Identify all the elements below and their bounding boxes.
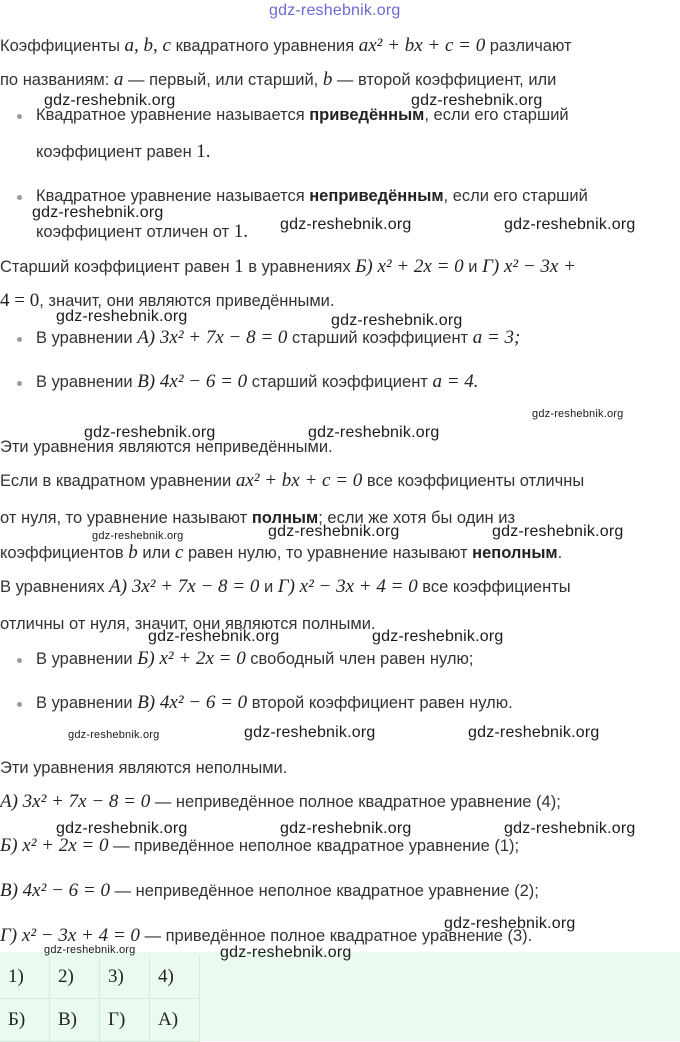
intro-line-2: по названиям: a — первый, или старший, b — второй коэффициент, или	[0, 69, 557, 90]
bullet-dot	[17, 114, 22, 119]
answer-cell: Г)	[100, 999, 150, 1042]
watermark: gdz-reshebnik.org	[468, 724, 600, 741]
watermark: gdz-reshebnik.org	[308, 424, 440, 441]
reduced-equations-line-1: Старший коэффициент равен 1 в уравнениях Б) x² + 2x = 0 и Г) x² − 3x +	[0, 256, 576, 277]
leading-coeff-a-line: В уравнении А) 3x² + 7x − 8 = 0 старший коэффициент a = 3;	[36, 327, 521, 348]
answer-cell: 3)	[100, 956, 150, 999]
definition-reduced-line-2: коэффициент равен 1.	[36, 141, 211, 162]
watermark: gdz-reshebnik.org	[504, 820, 636, 837]
watermark: gdz-reshebnik.org	[504, 216, 636, 233]
bullet-dot	[17, 381, 22, 386]
summary-line-g: Г) x² − 3x + 4 = 0 — приведённое полное квадратное уравнение (3).	[0, 925, 533, 946]
summary-line-b: Б) x² + 2x = 0 — приведённое неполное квадратное уравнение (1);	[0, 835, 520, 856]
watermark: gdz-reshebnik.org	[372, 628, 504, 645]
answer-table	[0, 956, 200, 1042]
intro-line-1: Коэффициенты a, b, c квадратного уравнения ax² + bx + c = 0 различают	[0, 35, 572, 56]
watermark: gdz-reshebnik.org	[92, 530, 184, 542]
incomplete-conclusion: Эти уравнения являются неполными.	[0, 759, 288, 777]
answer-table-row	[0, 956, 200, 999]
answer-table-row	[0, 999, 200, 1042]
bullet-dot	[17, 702, 22, 707]
watermark: gdz-reshebnik.org	[44, 92, 176, 109]
nonreduced-conclusion: Эти уравнения являются неприведёнными.	[0, 438, 333, 456]
bullet-dot	[17, 195, 22, 200]
watermark: gdz-reshebnik.org	[56, 820, 188, 837]
watermark: gdz-reshebnik.org	[492, 523, 624, 540]
watermark: gdz-reshebnik.org	[244, 724, 376, 741]
complete-equations-line-2: отличны от нуля, значит, они являются полными.	[0, 615, 376, 633]
watermark: gdz-reshebnik.org	[411, 92, 543, 109]
watermark: gdz-reshebnik.org	[444, 915, 576, 932]
summary-line-v: В) 4x² − 6 = 0 — неприведённое неполное квадратное уравнение (2);	[0, 880, 539, 901]
watermark: gdz-reshebnik.org	[220, 944, 352, 961]
watermark: gdz-reshebnik.org	[268, 523, 400, 540]
reduced-equations-line-2: 4 = 0, значит, они являются приведёнными.	[0, 290, 335, 311]
watermark-top[interactable]: gdz-reshebnik.org	[269, 2, 401, 19]
watermark: gdz-reshebnik.org	[280, 820, 412, 837]
answer-cell: В)	[50, 999, 100, 1042]
bullet-dot	[17, 337, 22, 342]
watermark: gdz-reshebnik.org	[148, 628, 280, 645]
bullet-dot	[17, 658, 22, 663]
watermark: gdz-reshebnik.org	[532, 408, 624, 420]
watermark: gdz-reshebnik.org	[280, 216, 412, 233]
definition-reduced-line-1: Квадратное уравнение называется приведённым, если его старший	[36, 106, 569, 124]
answer-cell: А)	[150, 999, 200, 1042]
answer-cell: 1)	[0, 956, 50, 999]
complete-def-line-3: коэффициентов b или c равен нулю, то уравнение называют неполным.	[0, 542, 563, 563]
second-coeff-zero-line: В уравнении В) 4x² − 6 = 0 второй коэффициент равен нулю.	[36, 692, 513, 713]
watermark: gdz-reshebnik.org	[44, 944, 136, 956]
watermark: gdz-reshebnik.org	[331, 312, 463, 329]
watermark: gdz-reshebnik.org	[68, 729, 160, 741]
watermark: gdz-reshebnik.org	[56, 308, 188, 325]
answer-cell: Б)	[0, 999, 50, 1042]
answer-cell: 4)	[150, 956, 200, 999]
summary-line-a: А) 3x² + 7x − 8 = 0 — неприведённое полное квадратное уравнение (4);	[0, 791, 561, 812]
definition-nonreduced-line-1: Квадратное уравнение называется неприведённым, если его старший	[36, 187, 588, 205]
complete-def-line-1: Если в квадратном уравнении ax² + bx + c = 0 все коэффициенты отличны	[0, 470, 585, 491]
watermark: gdz-reshebnik.org	[84, 424, 216, 441]
free-term-zero-line: В уравнении Б) x² + 2x = 0 свободный член равен нулю;	[36, 648, 474, 669]
complete-def-line-2: от нуля, то уравнение называют полным; если же хотя бы один из	[0, 509, 516, 527]
watermark: gdz-reshebnik.org	[32, 204, 164, 221]
definition-nonreduced-line-2: коэффициент отличен от 1.	[36, 221, 248, 242]
answer-cell: 2)	[50, 956, 100, 999]
complete-equations-line-1: В уравнениях А) 3x² + 7x − 8 = 0 и Г) x² − 3x + 4 = 0 все коэффициенты	[0, 576, 571, 597]
leading-coeff-v-line: В уравнении В) 4x² − 6 = 0 старший коэффициент a = 4.	[36, 371, 479, 392]
